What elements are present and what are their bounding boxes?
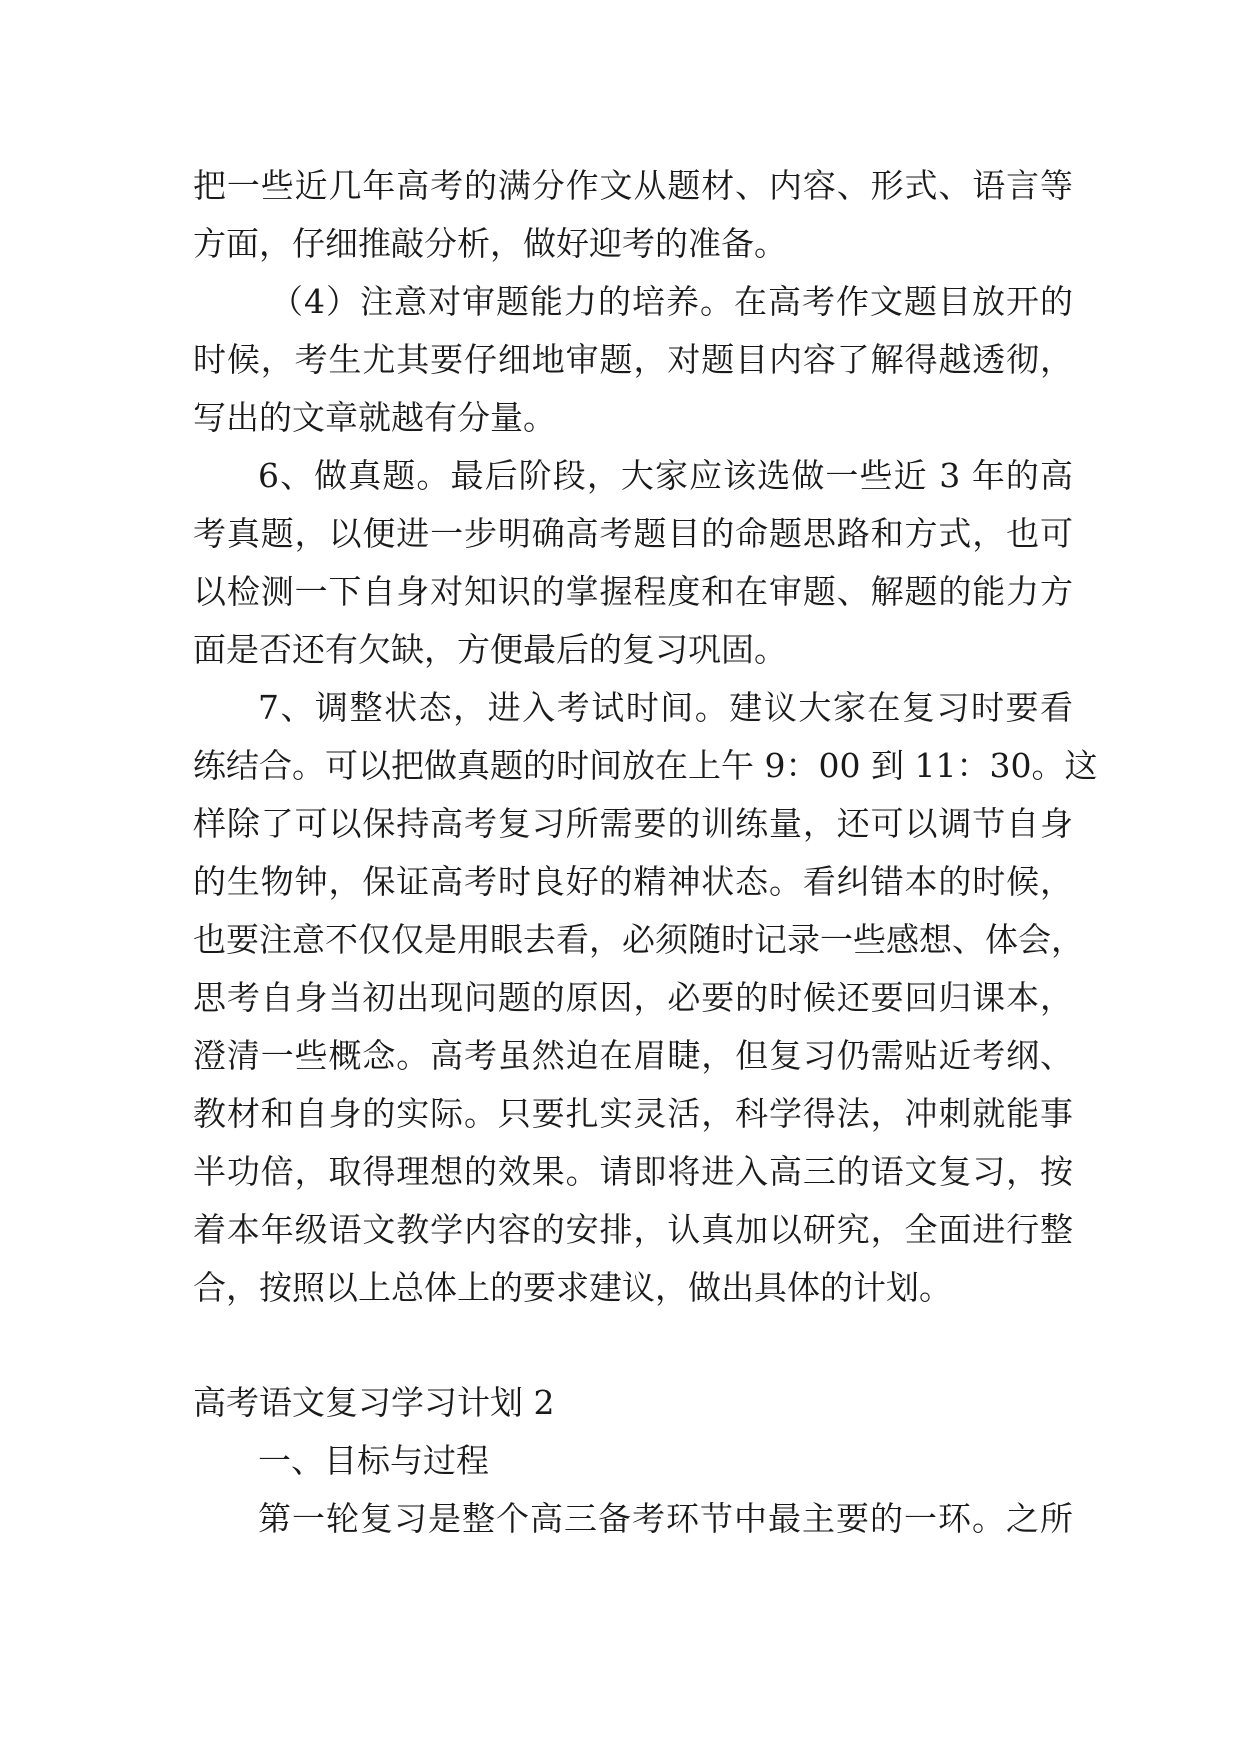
subsection-heading: 一、目标与过程 — [258, 1441, 489, 1480]
text-line: 把一些近几年高考的满分作文从题材、内容、形式、语言等 — [193, 166, 1073, 205]
text-line: 第一轮复习是整个高三备考环节中最主要的一环。之所 — [258, 1499, 1073, 1538]
text-line: 教材和自身的实际。只要扎实灵活，科学得法，冲刺就能事 — [193, 1094, 1073, 1133]
text-line: （4）注意对审题能力的培养。在高考作文题目放开的 — [270, 282, 1073, 321]
text-line: 6、做真题。最后阶段，大家应该选做一些近 3 年的高 — [258, 456, 1073, 495]
text-line: 面是否还有欠缺，方便最后的复习巩固。 — [193, 630, 787, 669]
text-line: 方面，仔细推敲分析，做好迎考的准备。 — [193, 224, 787, 263]
text-line: 合，按照以上总体上的要求建议，做出具体的计划。 — [193, 1268, 952, 1307]
text-line: 写出的文章就越有分量。 — [193, 398, 556, 437]
text-line: 时候，考生尤其要仔细地审题，对题目内容了解得越透彻， — [193, 340, 1073, 379]
section-heading: 高考语文复习学习计划 2 — [193, 1383, 555, 1422]
text-line: 考真题，以便进一步明确高考题目的命题思路和方式，也可 — [193, 514, 1073, 553]
text-line: 思考自身当初出现问题的原因，必要的时候还要回归课本， — [193, 978, 1073, 1017]
text-line: 半功倍，取得理想的效果。请即将进入高三的语文复习，按 — [193, 1152, 1073, 1191]
text-line: 澄清一些概念。高考虽然迫在眉睫，但复习仍需贴近考纲、 — [193, 1036, 1073, 1075]
text-line: 样除了可以保持高考复习所需要的训练量，还可以调节自身 — [193, 804, 1073, 843]
text-line: 也要注意不仅仅是用眼去看，必须随时记录一些感想、体会， — [193, 920, 1084, 959]
text-line: 着本年级语文教学内容的安排，认真加以研究，全面进行整 — [193, 1210, 1073, 1249]
text-line: 练结合。可以把做真题的时间放在上午 9：00 到 11：30。这 — [193, 746, 1098, 785]
text-line: 的生物钟，保证高考时良好的精神状态。看纠错本的时候， — [193, 862, 1073, 901]
text-line: 以检测一下自身对知识的掌握程度和在审题、解题的能力方 — [193, 572, 1073, 611]
text-line: 7、调整状态，进入考试时间。建议大家在复习时要看 — [258, 688, 1073, 727]
